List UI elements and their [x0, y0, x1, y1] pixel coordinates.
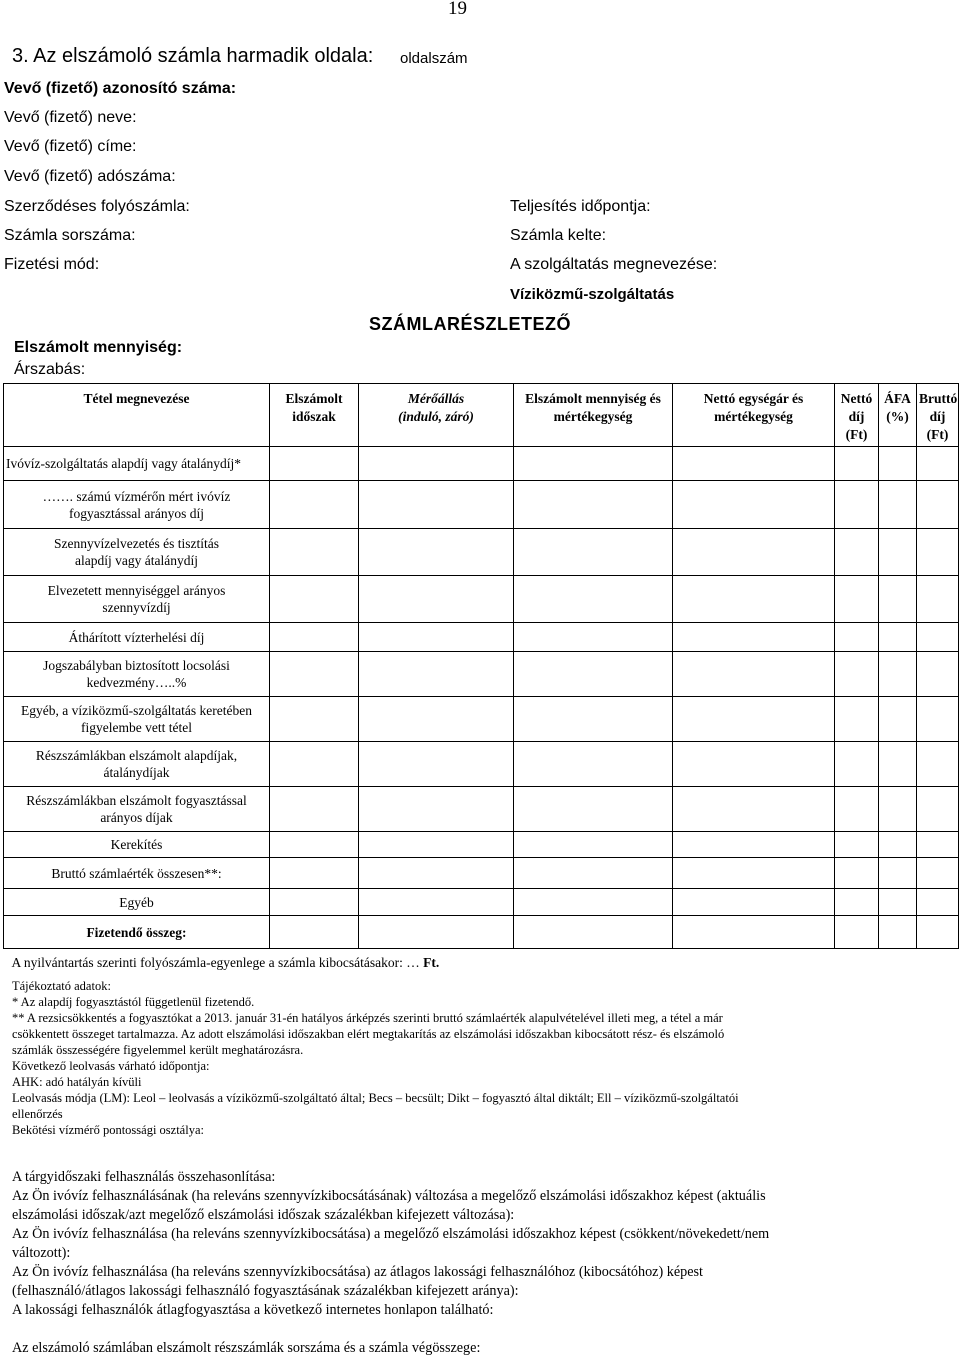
value-cell	[514, 916, 673, 949]
value-cell	[270, 652, 359, 697]
service-name-value: Víziközmű-szolgáltatás	[510, 286, 675, 303]
row-label-line1: Fizetendő összeg:	[86, 924, 187, 940]
value-cell	[917, 832, 959, 858]
comparison-block	[12, 1168, 952, 1358]
value-cell	[514, 787, 673, 832]
value-cell	[673, 832, 835, 858]
table-row	[4, 832, 959, 858]
notes-block	[12, 978, 739, 1138]
value-cell	[879, 481, 917, 529]
value-cell	[917, 742, 959, 787]
note-line: számlák összességére figyelemmel került meghatározásra.	[12, 1043, 304, 1057]
comparison-line: Az Ön ivóvíz felhasználásának (ha releváns szennyvízkibocsátásának) változása a megelőző elszámolási időszakhoz képest (aktuális	[12, 1188, 766, 1204]
page-number: 19	[448, 0, 467, 19]
row-label-line1: Részszámlákban elszámolt fogyasztással	[26, 793, 247, 808]
balance-unit: Ft.	[423, 955, 440, 970]
value-cell	[270, 576, 359, 623]
comparison-line: Az Ön ivóvíz felhasználása (ha releváns szennyvízkibocsátása) az átlagos lakossági felhasználóhoz (kibocsátóhoz) képest	[12, 1264, 703, 1280]
value-cell	[879, 623, 917, 652]
table-row	[4, 787, 959, 832]
value-cell	[270, 742, 359, 787]
row-label	[4, 481, 270, 529]
row-label-line1: Áthárított vízterhelési díj	[68, 629, 205, 645]
note-line: ** A rezsicsökkentés a fogyasztókat a 2013. január 31-én hatályos árképzés szerinti bruttó számlaérték alapulvételével illeti meg, a tétel a már	[12, 1011, 723, 1025]
value-cell	[879, 576, 917, 623]
row-label	[4, 858, 270, 889]
value-cell	[673, 858, 835, 889]
value-cell	[270, 858, 359, 889]
value-cell	[514, 623, 673, 652]
value-cell	[359, 858, 514, 889]
value-cell	[514, 576, 673, 623]
table-row	[4, 576, 959, 623]
value-cell	[514, 889, 673, 916]
note-line: Következő leolvasás várható időpontja:	[12, 1059, 210, 1073]
value-cell	[514, 529, 673, 576]
row-label-line1: Bruttó számlaérték összesen**:	[51, 865, 222, 881]
balance-text: A nyilvántartás szerinti folyószámla-egyenlege a számla kibocsátásakor: …	[11, 955, 424, 970]
value-cell	[835, 832, 879, 858]
value-cell	[917, 623, 959, 652]
row-label-line2: átalánydíjak	[103, 765, 170, 780]
value-cell	[917, 858, 959, 889]
value-cell	[835, 481, 879, 529]
value-cell	[673, 742, 835, 787]
note-line: Leolvasás módja (LM): Leol – leolvasás a víziközmű-szolgáltató által; Becs – becsült; Dikt – fogyasztó által diktált; Ell – víziközmű-szolgáltatói	[12, 1091, 739, 1105]
comparison-line: A tárgyidőszaki felhasználás összehasonlítása:	[12, 1169, 276, 1185]
comparison-line: Az Ön ivóvíz felhasználása (ha releváns szennyvízkibocsátása) a megelőző elszámolási időszakhoz képest (csökkent/növekedett/nem	[12, 1226, 770, 1242]
value-cell	[835, 447, 879, 481]
table-row	[4, 889, 959, 916]
value-cell	[673, 916, 835, 949]
value-cell	[359, 832, 514, 858]
value-cell	[879, 858, 917, 889]
header-quantity: Elszámolt mennyiség és mértékegység	[514, 384, 673, 447]
note-line: Tájékoztató adatok:	[12, 979, 111, 993]
header-item: Tétel megnevezése	[4, 384, 270, 447]
value-cell	[917, 787, 959, 832]
tariff-label: Árszabás:	[14, 361, 86, 378]
header-vat: ÁFA (%)	[879, 384, 917, 447]
row-label-line1: Egyéb	[119, 894, 154, 910]
row-label-line2: alapdíj vagy átalánydíj	[75, 553, 198, 568]
table-row	[4, 916, 959, 949]
value-cell	[514, 481, 673, 529]
value-cell	[270, 832, 359, 858]
row-label	[4, 742, 270, 787]
value-cell	[879, 889, 917, 916]
value-cell	[359, 529, 514, 576]
row-label-line1: ……. számú vízmérőn mért ivóvíz	[42, 488, 231, 504]
value-cell	[879, 916, 917, 949]
value-cell	[917, 916, 959, 949]
value-cell	[673, 652, 835, 697]
value-cell	[270, 447, 359, 481]
value-cell	[359, 576, 514, 623]
comparison-line: (felhasználó/átlagos lakossági felhasználó fogyasztásának százalékban kifejezett aránya):	[12, 1283, 519, 1299]
table-row	[4, 858, 959, 889]
value-cell	[879, 697, 917, 742]
buyer-name-label: Vevő (fizető) neve:	[4, 109, 137, 126]
value-cell	[514, 832, 673, 858]
value-cell	[270, 889, 359, 916]
value-cell	[359, 742, 514, 787]
invoice-date-label: Számla kelte:	[510, 227, 607, 244]
comparison-line: Az elszámoló számlában elszámolt részszámlák sorszáma és a számla végösszege:	[12, 1340, 481, 1356]
billed-quantity-label: Elszámolt mennyiség:	[14, 339, 183, 356]
row-label-line1: Részszámlákban elszámolt alapdíjak,	[35, 748, 238, 763]
value-cell	[359, 652, 514, 697]
detail-title: SZÁMLARÉSZLETEZŐ	[369, 314, 571, 334]
value-cell	[270, 529, 359, 576]
row-label-line2: kedvezmény…..%	[86, 675, 187, 690]
value-cell	[673, 889, 835, 916]
value-cell	[673, 481, 835, 529]
row-label-line1: Egyéb, a víziközmű-szolgáltatás keretében	[21, 703, 252, 718]
value-cell	[359, 697, 514, 742]
value-cell	[514, 858, 673, 889]
value-cell	[835, 697, 879, 742]
table-row	[4, 742, 959, 787]
comparison-line	[12, 1320, 952, 1339]
value-cell	[917, 576, 959, 623]
table-row	[4, 697, 959, 742]
value-cell	[270, 623, 359, 652]
note-line: ellenőrzés	[12, 1107, 63, 1121]
value-cell	[270, 697, 359, 742]
comparison-line: A lakossági felhasználók átlagfogyasztása a következő internetes honlapon található:	[12, 1302, 494, 1318]
note-line: csökkentett összeget tartalmazza. Az adott elszámolási időszakban elért megtakarítás az elszámolási időszakban kibocsátott rész- és elszámoló	[12, 1027, 725, 1041]
row-label-line2: fogyasztással arányos díj	[69, 505, 204, 521]
row-label-line2: figyelembe vett tétel	[81, 720, 192, 735]
value-cell	[514, 652, 673, 697]
value-cell	[514, 697, 673, 742]
section-title: 3. Az elszámoló számla harmadik oldala:	[12, 45, 374, 67]
table-row	[4, 652, 959, 697]
buyer-tax-label: Vevő (fizető) adószáma:	[4, 168, 176, 185]
value-cell	[673, 529, 835, 576]
value-cell	[359, 787, 514, 832]
buyer-id-label: Vevő (fizető) azonosító száma:	[4, 80, 237, 97]
note-line: Bekötési vízmérő pontossági osztálya:	[12, 1123, 204, 1137]
value-cell	[917, 652, 959, 697]
value-cell	[917, 889, 959, 916]
row-label	[4, 916, 270, 949]
value-cell	[835, 742, 879, 787]
value-cell	[270, 787, 359, 832]
table-row	[4, 447, 959, 481]
row-label	[4, 832, 270, 858]
value-cell	[917, 481, 959, 529]
header-gross: Bruttó díj (Ft)	[917, 384, 959, 447]
invoice-number-label: Számla sorszáma:	[4, 227, 136, 244]
row-label	[4, 652, 270, 697]
value-cell	[835, 623, 879, 652]
row-label	[4, 447, 270, 481]
value-cell	[359, 623, 514, 652]
value-cell	[359, 447, 514, 481]
service-name-label: A szolgáltatás megnevezése:	[510, 256, 718, 273]
value-cell	[673, 447, 835, 481]
value-cell	[359, 889, 514, 916]
balance-row	[4, 949, 959, 978]
row-label-line1: Szennyvízelvezetés és tisztítás	[54, 536, 219, 551]
value-cell	[359, 481, 514, 529]
row-label-line2: arányos díjak	[100, 810, 173, 825]
value-cell	[270, 916, 359, 949]
payment-method-label: Fizetési mód:	[4, 256, 100, 273]
row-label-line2: szennyvízdíj	[102, 600, 171, 615]
value-cell	[673, 576, 835, 623]
value-cell	[835, 529, 879, 576]
page-label: oldalszám	[400, 50, 468, 67]
value-cell	[270, 481, 359, 529]
comparison-line: elszámolási időszak/azt megelőző elszámolási időszak százalékban kifejezett változása):	[12, 1207, 515, 1223]
row-label-line1: Elvezetett mennyiséggel arányos	[47, 583, 226, 598]
value-cell	[879, 787, 917, 832]
row-label	[4, 697, 270, 742]
value-cell	[835, 652, 879, 697]
value-cell	[835, 889, 879, 916]
value-cell	[917, 697, 959, 742]
header-period: Elszámolt időszak	[270, 384, 359, 447]
header-unit-price: Nettó egységár és mértékegység	[673, 384, 835, 447]
contract-account-label: Szerződéses folyószámla:	[4, 198, 190, 215]
note-line: * Az alapdíj fogyasztástól függetlenül fizetendő.	[12, 995, 255, 1009]
value-cell	[835, 858, 879, 889]
table-row	[4, 529, 959, 576]
value-cell	[879, 652, 917, 697]
value-cell	[879, 832, 917, 858]
value-cell	[673, 787, 835, 832]
header-meter: Mérőállás (induló, záró)	[359, 384, 514, 447]
note-line: AHK: adó hatályán kívüli	[12, 1075, 142, 1089]
value-cell	[835, 787, 879, 832]
value-cell	[359, 916, 514, 949]
value-cell	[835, 916, 879, 949]
comparison-line: változott):	[12, 1245, 71, 1261]
row-label	[4, 889, 270, 916]
value-cell	[673, 623, 835, 652]
billing-table	[3, 383, 959, 977]
table-row	[4, 623, 959, 652]
row-label	[4, 623, 270, 652]
table-row	[4, 481, 959, 529]
row-label-line1: Kerekítés	[110, 837, 163, 852]
value-cell	[835, 576, 879, 623]
row-label	[4, 787, 270, 832]
header-net: Nettó díj (Ft)	[835, 384, 879, 447]
value-cell	[879, 529, 917, 576]
billing-table-wrapper	[3, 383, 958, 977]
row-label	[4, 529, 270, 576]
row-label-line1: Jogszabályban biztosított locsolási	[43, 658, 230, 673]
table-header-row	[4, 384, 959, 447]
row-label	[4, 576, 270, 623]
value-cell	[514, 447, 673, 481]
performance-date-label: Teljesítés időpontja:	[510, 198, 651, 215]
value-cell	[514, 742, 673, 787]
value-cell	[879, 447, 917, 481]
buyer-address-label: Vevő (fizető) címe:	[4, 138, 137, 155]
value-cell	[879, 742, 917, 787]
row-label-line1: Ivóvíz-szolgáltatás alapdíj vagy átalánydíj*	[6, 456, 242, 471]
value-cell	[917, 529, 959, 576]
value-cell	[673, 697, 835, 742]
value-cell	[917, 447, 959, 481]
